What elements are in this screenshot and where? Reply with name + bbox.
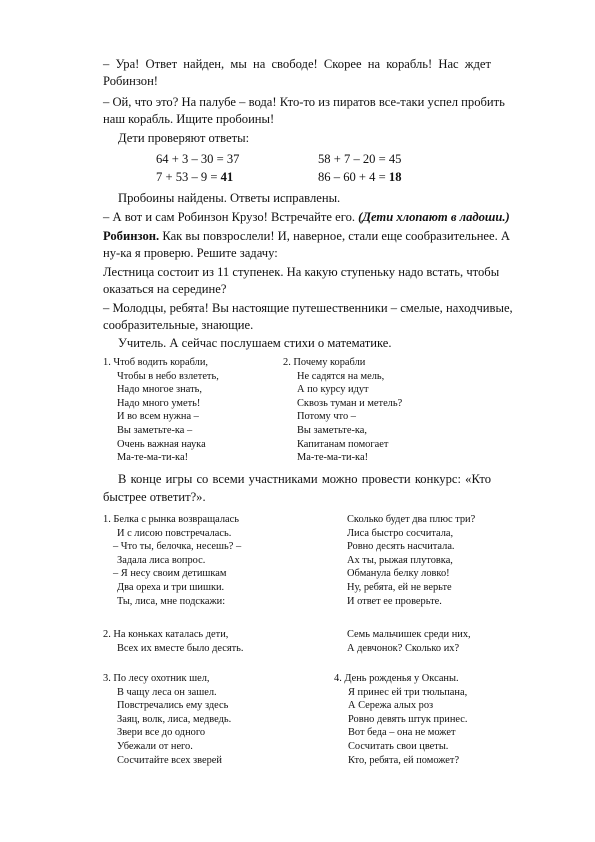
riddle-line: 3. По лесу охотник шел,	[103, 673, 210, 684]
riddle-line: А Сережа алых роз	[348, 700, 434, 712]
riddle-line: Ровно десять насчитала.	[347, 541, 455, 553]
riddle-line: 2. На коньках каталась дети,	[103, 629, 229, 640]
riddle-2-left	[103, 628, 244, 655]
riddle-line: И с лисою повстречалась.	[117, 527, 232, 539]
poem-line: И во всем нужна –	[117, 411, 199, 423]
dialogue-line-3: Дети проверяют ответы:	[118, 131, 250, 145]
riddle-2-right	[347, 628, 471, 655]
riddle-line: Ровно девять штук принес.	[348, 713, 468, 725]
poem-line: Надо много уметь!	[117, 397, 201, 409]
riddle-line: Задала лиса вопрос.	[117, 554, 206, 566]
riddle-line: Звери все до одного	[117, 727, 206, 739]
riddle-line: Повстречались ему здесь	[117, 700, 229, 712]
riddle-line: И ответ ее проверьте.	[347, 595, 442, 607]
poem-line: Ма-те-ма-ти-ка!	[117, 452, 189, 464]
riddle-line: Всех их вместе было десять.	[117, 642, 244, 654]
poem-line: Очень важная наука	[117, 438, 206, 450]
speaker-robinson: Робинзон.	[103, 229, 160, 243]
dialogue-line-1a: – Ура! Ответ найден, мы на свободе! Скорее на корабль! Нас ждет	[103, 57, 491, 71]
poem-1	[103, 356, 219, 465]
riddle-line: Ты, лиса, мне подскажи:	[117, 595, 226, 607]
poem-line: Потому что –	[297, 411, 356, 423]
riddle-line: Я принес ей три тюльпана,	[348, 686, 468, 698]
riddle-1-right	[347, 513, 475, 608]
poem-2	[283, 356, 402, 465]
equation-3-answer: 41	[220, 170, 234, 184]
equation-1: 64 + 3 – 30 = 37	[156, 152, 240, 166]
text-line-8a: – Молодцы, ребята! Вы настоящие путешественники – смелые, находчивые,	[103, 301, 513, 315]
poem-line: Вы заметьте-ка –	[117, 424, 193, 436]
riddle-line: Сосчитать свои цветы.	[348, 740, 449, 752]
equation-4-answer: 18	[388, 170, 402, 184]
text-line-5: – А вот и сам Робинзон Крузо! Встречайте его. (Дети хлопают в ладоши.)	[103, 210, 510, 224]
riddle-line: А девчонок? Сколько их?	[347, 642, 460, 654]
riddle-line: Сосчитайте всех зверей	[117, 754, 222, 766]
riddle-3	[103, 672, 231, 767]
poem-line: Сквозь туман и метель?	[297, 397, 403, 409]
contest-line-1: В конце игры со всеми участниками можно провести конкурс: «Кто	[118, 472, 491, 486]
riddle-line: 1. Белка с рынка возвращалась	[103, 514, 240, 525]
riddle-line: В чащу леса он зашел.	[117, 686, 217, 698]
dialogue-line-1b: Робинзон!	[103, 74, 159, 88]
riddle-line: Два ореха и три шишки.	[117, 581, 225, 593]
riddle-line: Заяц, волк, лиса, медведь.	[117, 713, 232, 725]
text-line-7b: оказаться на середине?	[103, 282, 227, 296]
dialogue-line-2a: – Ой, что это? На палубе – вода! Кто-то из пиратов все-таки успел пробить	[103, 95, 505, 109]
dialogue-line-2b: наш корабль. Ищите пробоины!	[103, 112, 275, 126]
riddle-line: Семь мальчишек среди них,	[347, 629, 471, 640]
poem-line: Капитанам помогает	[297, 438, 389, 450]
riddle-line: Ну, ребята, ей не верьте	[347, 581, 452, 593]
riddle-1-left	[103, 513, 241, 608]
poem-line: Не садятся на мель,	[297, 370, 385, 382]
equation-2: 58 + 7 – 20 = 45	[318, 152, 402, 166]
riddle-line: Ах ты, рыжая плутовка,	[347, 554, 453, 566]
riddle-line: 4. День рожденья у Оксаны.	[334, 673, 459, 684]
contest-line-2: быстрее ответит?».	[103, 490, 206, 504]
equation-4: 86 – 60 + 4 = 18	[318, 170, 402, 184]
text-line-6a: Робинзон. Как вы повзрослели! И, наверное, стали еще сообразительнее. А	[103, 229, 511, 243]
stage-direction: (Дети хлопают в ладоши.)	[358, 210, 510, 224]
riddle-line: Сколько будет два плюс три?	[347, 514, 476, 525]
poem-line: Чтобы в небо взлететь,	[117, 370, 219, 382]
poem-line: Вы заметьте-ка,	[297, 424, 368, 436]
riddle-line: Лиса быстро сосчитала,	[347, 527, 454, 539]
text-line-9: Учитель. А сейчас послушаем стихи о математике.	[118, 336, 392, 350]
riddle-line: Кто, ребята, ей поможет?	[348, 754, 460, 766]
text-line-6b: ну-ка я проверю. Решите задачу:	[103, 246, 278, 260]
poem-line: Ма-те-ма-ти-ка!	[297, 452, 369, 464]
text-line-4: Пробоины найдены. Ответы исправлены.	[118, 191, 341, 205]
riddle-line: – Я несу своим детишкам	[113, 568, 227, 580]
poem-line: 1. Чтоб водить корабли,	[103, 357, 208, 368]
poem-line: Надо многое знать,	[117, 384, 202, 396]
riddle-line: – Что ты, белочка, несешь? –	[113, 541, 242, 553]
riddle-4	[334, 672, 468, 767]
riddle-line: Обманула белку ловко!	[347, 568, 450, 580]
poem-line: 2. Почему корабли	[283, 357, 366, 368]
riddle-line: Вот беда – она не может	[348, 727, 456, 739]
riddle-line: Убежали от него.	[117, 740, 193, 752]
text-line-8b: сообразительные, знающие.	[103, 318, 254, 332]
poem-line: А по курсу идут	[297, 384, 369, 396]
text-line-7a: Лестница состоит из 11 ступенек. На какую ступеньку надо встать, чтобы	[103, 265, 500, 279]
equation-3: 7 + 53 – 9 = 41	[156, 170, 234, 184]
